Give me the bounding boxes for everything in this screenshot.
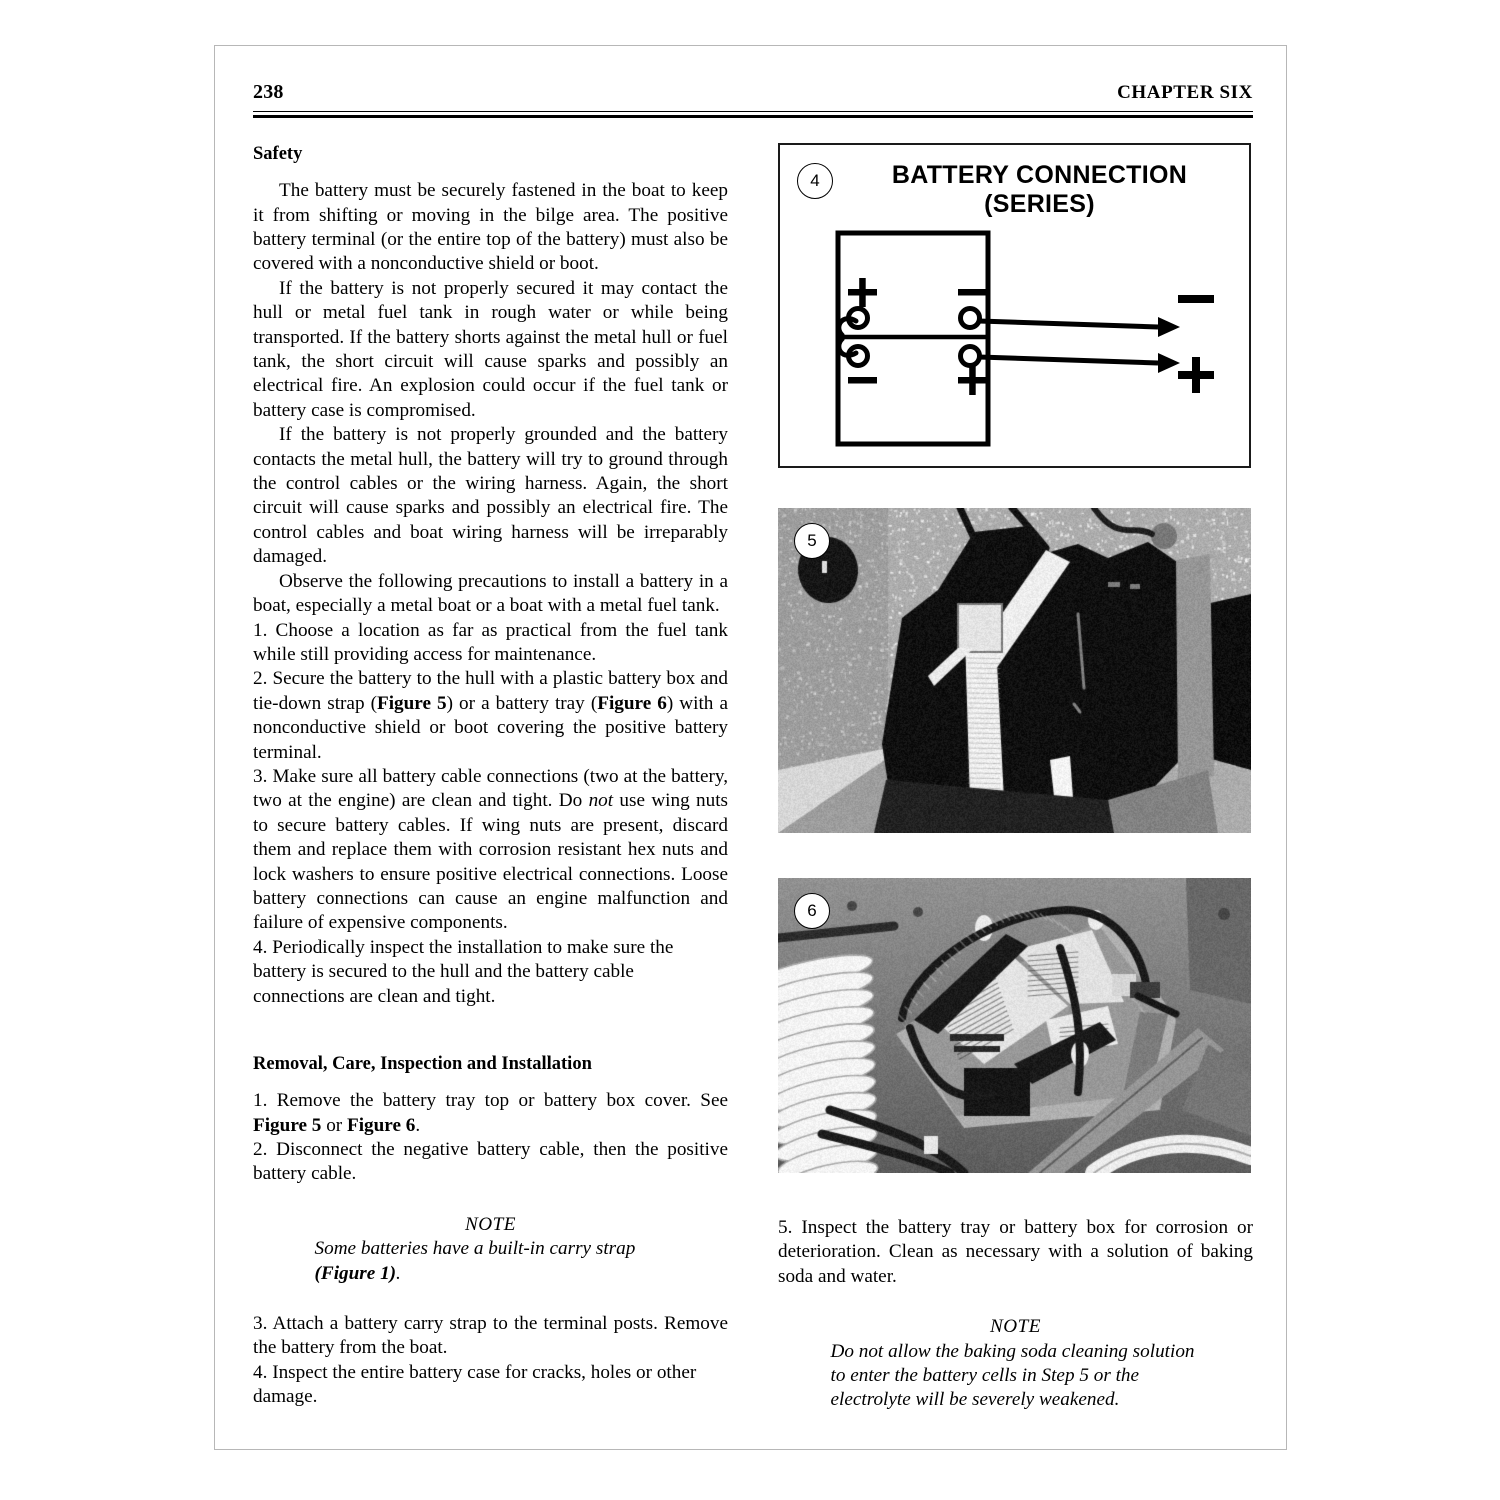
figure-1-reference: (Figure 1) xyxy=(314,1262,397,1284)
right-column xyxy=(778,143,1253,1439)
figure-5-callout: 5 xyxy=(794,523,830,559)
removal-step-2: 2. Disconnect the negative battery cable, then the positive battery cable. xyxy=(253,1139,728,1185)
note-text-2: Do not allow the baking soda cleaning solution to enter the battery cells in Step 5 or the electrolyte will be severely weakened. xyxy=(830,1340,1195,1411)
terminal-post-top-right xyxy=(961,309,980,328)
chapter-title: CHAPTER SIX xyxy=(1117,82,1253,103)
removal-step-4: 4. Inspect the entire battery case for cracks, holes or other damage. xyxy=(253,1361,697,1408)
precaution-item-2 xyxy=(253,667,728,765)
polarity-plus-bottom-right xyxy=(958,366,987,395)
figure-4-diagram xyxy=(778,143,1251,468)
item3-text-a: 3. Make sure all battery cable connections (two at the battery, two at the engine) are clean and tight. Do xyxy=(253,765,728,812)
spacer-after-figure-4 xyxy=(778,468,1253,508)
note-block-1 xyxy=(253,1213,728,1286)
precaution-item-3 xyxy=(253,765,728,936)
note-block-2 xyxy=(778,1315,1253,1413)
figure-6-reference-2: Figure 6 xyxy=(346,1114,416,1136)
note1-line: Some batteries have a built-in carry strap xyxy=(314,1238,636,1260)
item2-text-b: ) or a battery tray ( xyxy=(446,692,598,714)
spacer-after-figure-6 xyxy=(778,1173,1253,1216)
heading-removal-care: Removal, Care, Inspection and Installation xyxy=(253,1054,592,1074)
paragraph-4: Observe the following precautions to install a battery in a boat, especially a metal boat or a boat with a metal fuel tank. xyxy=(253,570,728,617)
note-text-1 xyxy=(315,1237,667,1286)
polarity-minus-bottom-left xyxy=(848,377,877,384)
positive-cable-arrowhead xyxy=(1158,353,1180,373)
output-minus-glyph xyxy=(1178,295,1214,303)
figure-5-photo xyxy=(778,508,1251,833)
spacer-after-figure-5 xyxy=(778,833,1253,878)
note-label-1: NOTE xyxy=(464,1213,517,1235)
removal-step-3: 3. Attach a battery carry strap to the terminal posts. Remove the battery from the boat. xyxy=(253,1313,728,1359)
item3-text-b: use wing nuts to secure battery cables. If wing nuts are present, discard them and replace them with corrosion resistant hex nuts and lock washers to ensure positive electrical connections. Loose battery connections can cause an engine malfunction and failure of expensive components. xyxy=(253,790,729,934)
page-number: 238 xyxy=(253,81,284,103)
manual-page xyxy=(214,45,1287,1450)
figure-5-reference: Figure 5 xyxy=(376,692,447,714)
heading-safety: Safety xyxy=(253,144,303,164)
figure-4-callout: 4 xyxy=(797,163,833,199)
two-column-body xyxy=(253,143,1253,1413)
left-column xyxy=(253,143,728,1410)
battery-series-schematic xyxy=(780,145,1253,470)
figure-5-image xyxy=(778,508,1251,833)
positive-output-cable xyxy=(979,357,1158,363)
figure-4-title-line1: BATTERY CONNECTION xyxy=(891,161,1188,189)
figure-6-image xyxy=(778,878,1251,1173)
header-rule-thick xyxy=(253,115,1253,118)
negative-cable-arrowhead xyxy=(1158,317,1180,337)
figure-5-reference-2: Figure 5 xyxy=(253,1114,322,1136)
negative-output-cable xyxy=(979,321,1158,327)
output-plus-glyph xyxy=(1178,357,1214,393)
item2-text-a: 2. Secure the battery to the hull with a plastic battery box and tie-down strap ( xyxy=(253,668,728,714)
running-head xyxy=(253,81,1253,121)
polarity-minus-top-right xyxy=(958,289,987,296)
precaution-item-4: 4. Periodically inspect the installation to make sure the battery is secured to the hull and the battery cable connections are clean and tight. xyxy=(253,936,674,1007)
paragraph-3: If the battery is not properly grounded and the battery contacts the metal hull, the battery will try to ground through the control cables or the wiring harness. Again, the short circuit will cause sparks and possibly an electrical fire. The control cables and boat wiring harness will be irreparably damaged. xyxy=(253,424,728,568)
header-rule-thin xyxy=(253,111,1253,112)
figure-6-reference: Figure 6 xyxy=(597,692,667,714)
item2-text-c: ) with a nonconductive shield or boot covering the positive battery terminal. xyxy=(253,692,728,763)
figure-6-photo xyxy=(778,878,1251,1173)
step1-or: or xyxy=(321,1114,347,1136)
step1-text-a: 1. Remove the battery tray top or battery box cover. See xyxy=(253,1090,728,1112)
figure-4-title-line2: (SERIES) xyxy=(984,190,1095,218)
emphasis-not: not xyxy=(588,790,614,812)
step1-text-b: . xyxy=(415,1114,421,1136)
removal-step-1 xyxy=(253,1089,728,1138)
note1-period: . xyxy=(396,1262,401,1284)
paragraph-1: The battery must be securely fastened in the boat to keep it from shifting or moving in the bilge area. The positive battery terminal (or the entire top of the battery) must also be covered with a nonconductive shield or boot. xyxy=(253,180,728,275)
precaution-item-1: 1. Choose a location as far as practical from the fuel tank while still providing access for maintenance. xyxy=(253,619,728,665)
inspection-step-5: 5. Inspect the battery tray or battery box for corrosion or deterioration. Clean as necessary with a solution of baking soda and water. xyxy=(778,1217,1253,1287)
polarity-plus-top-left xyxy=(848,278,877,307)
terminal-post-bottom-right xyxy=(961,347,980,366)
page-content-area xyxy=(253,81,1253,1411)
paragraph-2: If the battery is not properly secured it may contact the hull or metal fuel tank in rough water or while being transported. If the battery shorts against the metal hull or fuel tank, the short circuit will cause sparks and possibly an electrical fire. An explosion could occur if the fuel tank or battery case is compromised. xyxy=(253,277,728,421)
figure-6-callout: 6 xyxy=(794,893,830,929)
note-label-2: NOTE xyxy=(989,1316,1042,1338)
